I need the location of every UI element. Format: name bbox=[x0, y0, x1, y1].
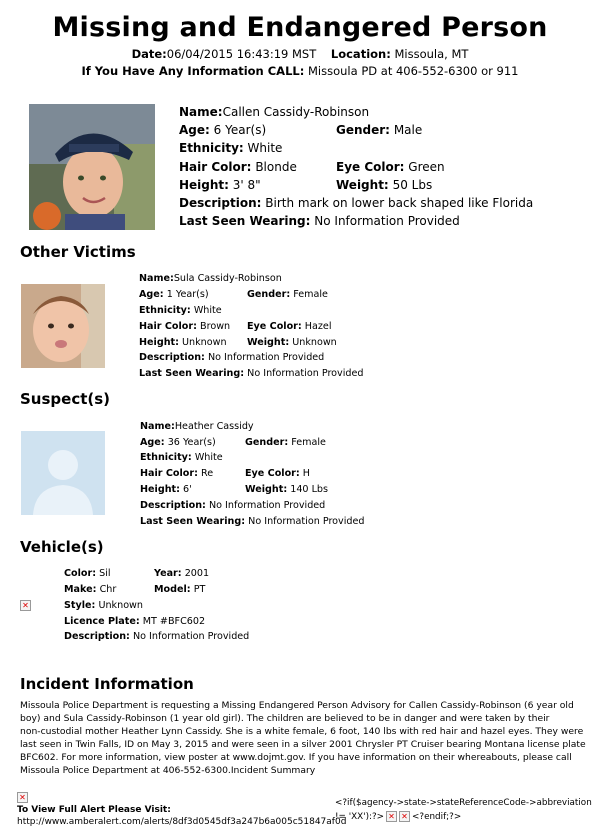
vehicle-description-label: Description: bbox=[64, 631, 130, 642]
incident-line: Missoula Police Department at 406-552-6300.Incident Summary bbox=[20, 765, 316, 776]
other-hair-label: Hair Color: bbox=[139, 321, 197, 332]
other-eye: Hazel bbox=[304, 321, 332, 332]
victim-weight: 50 Lbs bbox=[392, 178, 433, 192]
other-victim-photo bbox=[21, 284, 105, 368]
suspect-name: Heather Cassidy bbox=[174, 421, 254, 432]
call-line bbox=[0, 64, 600, 78]
victim-height-row bbox=[179, 178, 261, 192]
suspect-hair-label: Hair Color: bbox=[140, 468, 198, 479]
victim-hair: Blonde bbox=[255, 160, 297, 174]
other-name-row bbox=[139, 273, 282, 284]
victim-age: 6 Year(s) bbox=[213, 123, 267, 137]
suspect-description-label: Description: bbox=[140, 500, 206, 511]
other-ethnicity: White bbox=[193, 305, 222, 316]
vehicle-year-row bbox=[154, 568, 209, 579]
victim-gender: Male bbox=[393, 123, 423, 137]
victim-height-label: Height: bbox=[179, 178, 229, 192]
template-code-part-b: <?endif;?> bbox=[412, 811, 462, 822]
other-height-row bbox=[139, 337, 227, 348]
suspect-ethnicity-label: Ethnicity: bbox=[140, 452, 192, 463]
victim-wearing-label: Last Seen Wearing: bbox=[179, 214, 311, 228]
page-title: Missing and Endangered Person bbox=[52, 12, 548, 43]
date-label: Date: bbox=[131, 47, 167, 61]
vehicle-description-row bbox=[64, 631, 249, 642]
other-weight-label: Weight: bbox=[247, 337, 290, 348]
template-code-part-a: != 'XX'):?> bbox=[335, 811, 385, 822]
suspect-wearing: No Information Provided bbox=[248, 516, 365, 527]
suspect-height-row bbox=[140, 484, 192, 495]
vehicle-model-label: Model: bbox=[154, 584, 191, 595]
other-height: Unknown bbox=[182, 337, 227, 348]
suspect-wearing-label: Last Seen Wearing: bbox=[140, 516, 246, 527]
incident-line: BFC602. For more information, view poster at www.dojmt.gov. If you have information on their whereabouts, please call bbox=[20, 752, 572, 763]
suspect-eye-label: Eye Color: bbox=[245, 468, 300, 479]
suspect-description-row bbox=[140, 500, 325, 511]
suspect-ethnicity: White bbox=[194, 452, 223, 463]
suspect-gender-row bbox=[245, 437, 326, 448]
vehicle-make-row bbox=[64, 584, 116, 595]
other-age: 1 Year(s) bbox=[166, 289, 209, 300]
other-ethnicity-label: Ethnicity: bbox=[139, 305, 191, 316]
victim-description-label: Description: bbox=[179, 196, 262, 210]
vehicle-color-label: Color: bbox=[64, 568, 97, 579]
vehicle-model: PT bbox=[193, 584, 206, 595]
victim-eye-label: Eye Color: bbox=[336, 160, 405, 174]
vehicle-year: 2001 bbox=[184, 568, 210, 579]
suspect-height: 6' bbox=[183, 484, 192, 495]
other-eye-row bbox=[247, 321, 332, 332]
template-code-line2 bbox=[335, 811, 461, 822]
suspect-hair: Re bbox=[201, 468, 214, 479]
vehicle-make-label: Make: bbox=[64, 584, 97, 595]
broken-image-icon: ✕ bbox=[20, 600, 31, 611]
victim-wearing-row bbox=[179, 214, 460, 228]
vehicle-make: Chr bbox=[99, 584, 117, 595]
incident-line: Missoula Police Department is requesting a Missing Endangered Person Advisory for Callen Cassidy-Robinson (6 year old bbox=[20, 700, 574, 711]
other-wearing-label: Last Seen Wearing: bbox=[139, 368, 245, 379]
victim-name-row bbox=[179, 105, 369, 119]
victim-weight-row bbox=[336, 178, 432, 192]
victim-description: Birth mark on lower back shaped like Florida bbox=[265, 196, 534, 210]
victim-name: Callen Cassidy-Robinson bbox=[222, 105, 370, 119]
suspect-eye-row bbox=[245, 468, 310, 479]
broken-image-icon: ✕ bbox=[386, 811, 397, 822]
suspect-hair-row bbox=[140, 468, 213, 479]
vehicle-style: Unknown bbox=[98, 600, 143, 611]
incident-line: last seen in Twin Falls, ID on May 3, 2015 and were seen in a silver 2001 Chrysler PT Cruiser bearing Montana license plate bbox=[20, 739, 586, 750]
suspect-gender-label: Gender: bbox=[245, 437, 289, 448]
incident-line: non-custodial mother Heather Lynn Cassidy. She is a white female, 6 foot, 140 lbs with red hair and hazel eyes. They were bbox=[20, 726, 584, 737]
vehicle-description: No Information Provided bbox=[132, 631, 250, 642]
other-hair-row bbox=[139, 321, 230, 332]
victim-weight-label: Weight: bbox=[336, 178, 389, 192]
other-victims-heading: Other Victims bbox=[20, 243, 136, 261]
location-label: Location: bbox=[330, 47, 391, 61]
alert-link[interactable]: http://www.amberalert.com/alerts/8df3d0545df3a247b6a005c51847af0d bbox=[17, 817, 347, 827]
victim-ethnicity-label: Ethnicity: bbox=[179, 141, 244, 155]
call-value: Missoula PD at 406-552-6300 or 911 bbox=[308, 64, 519, 78]
suspect-heading: Suspect(s) bbox=[20, 390, 111, 408]
other-weight-row bbox=[247, 337, 337, 348]
other-gender-row bbox=[247, 289, 328, 300]
victim-gender-label: Gender: bbox=[336, 123, 390, 137]
other-gender-label: Gender: bbox=[247, 289, 291, 300]
suspect-ethnicity-row bbox=[140, 452, 223, 463]
incident-heading: Incident Information bbox=[20, 675, 194, 693]
victim-eye-row bbox=[336, 160, 445, 174]
suspect-eye: H bbox=[302, 468, 311, 479]
other-description-row bbox=[139, 352, 324, 363]
victim-name-label: Name: bbox=[179, 105, 223, 119]
victim-gender-row bbox=[336, 123, 422, 137]
other-wearing: No Information Provided bbox=[247, 368, 364, 379]
victim-hair-row bbox=[179, 160, 297, 174]
victim-age-row bbox=[179, 123, 266, 137]
suspect-weight-label: Weight: bbox=[245, 484, 288, 495]
vehicle-heading: Vehicle(s) bbox=[20, 538, 104, 556]
other-weight: Unknown bbox=[292, 337, 337, 348]
suspect-age-row bbox=[140, 437, 216, 448]
other-height-label: Height: bbox=[139, 337, 179, 348]
suspect-height-label: Height: bbox=[140, 484, 180, 495]
incident-summary bbox=[20, 699, 588, 777]
visit-label: To View Full Alert Please Visit: bbox=[17, 805, 171, 815]
vehicle-style-label: Style: bbox=[64, 600, 96, 611]
other-age-row bbox=[139, 289, 209, 300]
other-wearing-row bbox=[139, 368, 363, 379]
other-name: Sula Cassidy-Robinson bbox=[173, 273, 282, 284]
suspect-weight-row bbox=[245, 484, 328, 495]
template-code-line1: <?if($agency->state->stateReferenceCode->abbreviation bbox=[335, 798, 592, 808]
other-name-label: Name: bbox=[139, 273, 174, 284]
date-value: 06/04/2015 16:43:19 MST bbox=[166, 47, 317, 61]
victim-wearing: No Information Provided bbox=[314, 214, 460, 228]
victim-ethnicity: White bbox=[247, 141, 283, 155]
suspect-description: No Information Provided bbox=[208, 500, 326, 511]
other-description: No Information Provided bbox=[207, 352, 325, 363]
other-ethnicity-row bbox=[139, 305, 222, 316]
date-location-line bbox=[0, 47, 600, 61]
victim-height: 3' 8" bbox=[232, 178, 261, 192]
other-age-label: Age: bbox=[139, 289, 164, 300]
suspect-photo-placeholder bbox=[21, 431, 105, 515]
other-description-label: Description: bbox=[139, 352, 205, 363]
vehicle-style-row bbox=[64, 600, 143, 611]
suspect-gender: Female bbox=[291, 437, 326, 448]
vehicle-plate-row bbox=[64, 616, 205, 627]
victim-hair-label: Hair Color: bbox=[179, 160, 252, 174]
vehicle-color: Sil bbox=[99, 568, 111, 579]
other-eye-label: Eye Color: bbox=[247, 321, 302, 332]
other-gender: Female bbox=[293, 289, 328, 300]
victim-age-label: Age: bbox=[179, 123, 210, 137]
vehicle-year-label: Year: bbox=[154, 568, 182, 579]
suspect-wearing-row bbox=[140, 516, 364, 527]
call-label: If You Have Any Information CALL: bbox=[81, 64, 305, 78]
victim-eye: Green bbox=[408, 160, 445, 174]
other-hair: Brown bbox=[200, 321, 231, 332]
broken-image-icon: ✕ bbox=[17, 792, 28, 803]
location-value: Missoula, MT bbox=[394, 47, 469, 61]
victim-description-row bbox=[179, 196, 533, 210]
victim-photo bbox=[29, 104, 155, 230]
vehicle-color-row bbox=[64, 568, 111, 579]
suspect-name-label: Name: bbox=[140, 421, 175, 432]
victim-ethnicity-row bbox=[179, 141, 282, 155]
suspect-name-row bbox=[140, 421, 254, 432]
broken-image-icon: ✕ bbox=[399, 811, 410, 822]
suspect-weight: 140 Lbs bbox=[290, 484, 329, 495]
suspect-age: 36 Year(s) bbox=[167, 437, 216, 448]
vehicle-plate-label: Licence Plate: bbox=[64, 616, 140, 627]
incident-line: boy) and Sula Cassidy-Robinson (1 year old girl). The children are believed to be in danger and were taken by their bbox=[20, 713, 550, 724]
vehicle-plate: MT #BFC602 bbox=[142, 616, 206, 627]
suspect-age-label: Age: bbox=[140, 437, 165, 448]
vehicle-model-row bbox=[154, 584, 205, 595]
